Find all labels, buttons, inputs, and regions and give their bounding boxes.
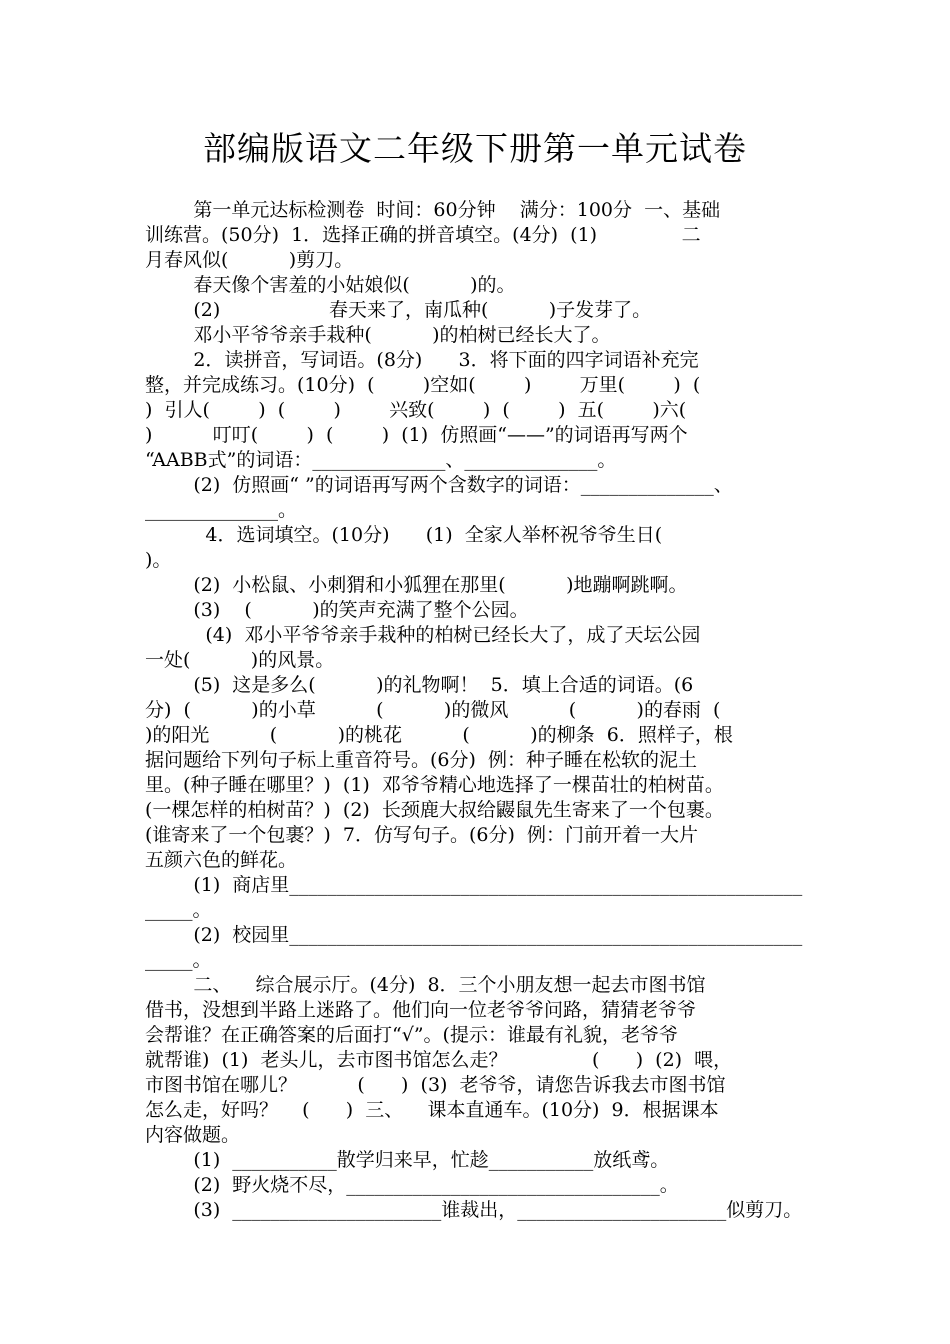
page-title: 部编版语文二年级下册第一单元试卷	[203, 129, 747, 168]
text-line: 就帮谁) (1) 老头儿，去市图书馆怎么走？ ( ) (2) 喂，	[145, 1049, 733, 1071]
text-line: 内容做题。	[145, 1124, 241, 1146]
text-line: 据问题给下列句子标上重音符号。(6分) 例：种子睡在松软的泥土	[145, 749, 697, 771]
text-line: 怎么走，好吗？ ( ) 三、 课本直通车。(10分) 9．根据课本	[145, 1099, 719, 1121]
text-line: (2) 校园里______________________________________________________	[145, 924, 803, 946]
text-line: 春天像个害羞的小姑娘似( )的。	[145, 274, 516, 296]
text-line: 里。(种子睡在哪里？) (1) 邓爷爷精心地选择了一棵苗壮的柏树苗。	[145, 774, 724, 796]
text-line: 4．选词填空。(10分) (1) 全家人举杯祝爷爷生日(	[145, 524, 663, 546]
text-line: _____。	[145, 899, 212, 921]
text-line: (2) 小松鼠、小刺猬和小狐狸在那里( )地蹦啊跳啊。	[145, 574, 688, 596]
text-line: ) 叮叮( ) ( ) (1) 仿照画“——”的词语再写两个	[145, 424, 688, 446]
text-line: (3) ______________________谁裁出，______________________似剪刀。	[145, 1199, 803, 1221]
text-line: 邓小平爷爷亲手栽种( )的柏树已经长大了。	[145, 324, 611, 346]
text-line: )。	[145, 549, 172, 571]
text-line: 会帮谁？在正确答案的后面打“√”。(提示：谁最有礼貌，老爷爷	[145, 1024, 678, 1046]
text-line: “AABB式”的词语：______________、______________。	[145, 449, 617, 471]
text-line: (2) 仿照画“ ”的词语再写两个含数字的词语：______________、	[145, 474, 733, 496]
text-line: (5) 这是多么( )的礼物啊！ 5．填上合适的词语。(6	[145, 674, 694, 696]
text-line: (2) 春天来了，南瓜种( )子发芽了。	[145, 299, 652, 321]
text-line: (2) 野火烧不尽，_________________________________。	[145, 1174, 679, 1196]
text-line: (1) ___________散学归来早，忙趁___________放纸鸢。	[145, 1149, 670, 1171]
text-line: 第一单元达标检测卷 时间：60分钟 满分：100分 一、基础	[145, 199, 721, 221]
text-line: 2．读拼音，写词语。(8分) 3．将下面的四字词语补充完	[145, 349, 699, 371]
text-line: 整，并完成练习。(10分) ( )空如( ) 万里( ) (	[145, 374, 701, 396]
text-line: 二、 综合展示厅。(4分) 8．三个小朋友想一起去市图书馆	[145, 974, 706, 996]
text-line: 分) ( )的小草 ( )的微风 ( )的春雨 (	[145, 699, 721, 721]
text-line: (3) ( )的笑声充满了整个公园。	[145, 599, 529, 621]
text-line: 一处( )的风景。	[145, 649, 335, 671]
text-line: (4) 邓小平爷爷亲手栽种的柏树已经长大了，成了天坛公园	[145, 624, 701, 646]
text-line: _____。	[145, 949, 212, 971]
text-line: ______________。	[145, 499, 298, 521]
text-line: 市图书馆在哪儿？ ( ) (3) 老爷爷，请您告诉我去市图书馆	[145, 1074, 726, 1096]
text-line: (一棵怎样的柏树苗？) (2) 长颈鹿大叔给鼹鼠先生寄来了一个包裹。	[145, 799, 724, 821]
text-line: (1) 商店里______________________________________________________	[145, 874, 803, 896]
text-line: )的阳光 ( )的桃花 ( )的柳条 6．照样子，根	[145, 724, 733, 746]
text-line: ) 引人( ) ( ) 兴致( ) ( ) 五( )六(	[145, 399, 687, 421]
text-line: 借书，没想到半路上迷路了。他们向一位老爷爷问路，猜猜老爷爷	[145, 999, 697, 1021]
text-line: 五颜六色的鲜花。	[145, 849, 298, 871]
text-line: (谁寄来了一个包裹？) 7．仿写句子。(6分) 例：门前开着一大片	[145, 824, 698, 846]
text-line: 训练营。(50分) 1．选择正确的拼音填空。(4分) (1) 二	[145, 224, 701, 246]
text-line: 月春风似( )剪刀。	[145, 249, 354, 271]
